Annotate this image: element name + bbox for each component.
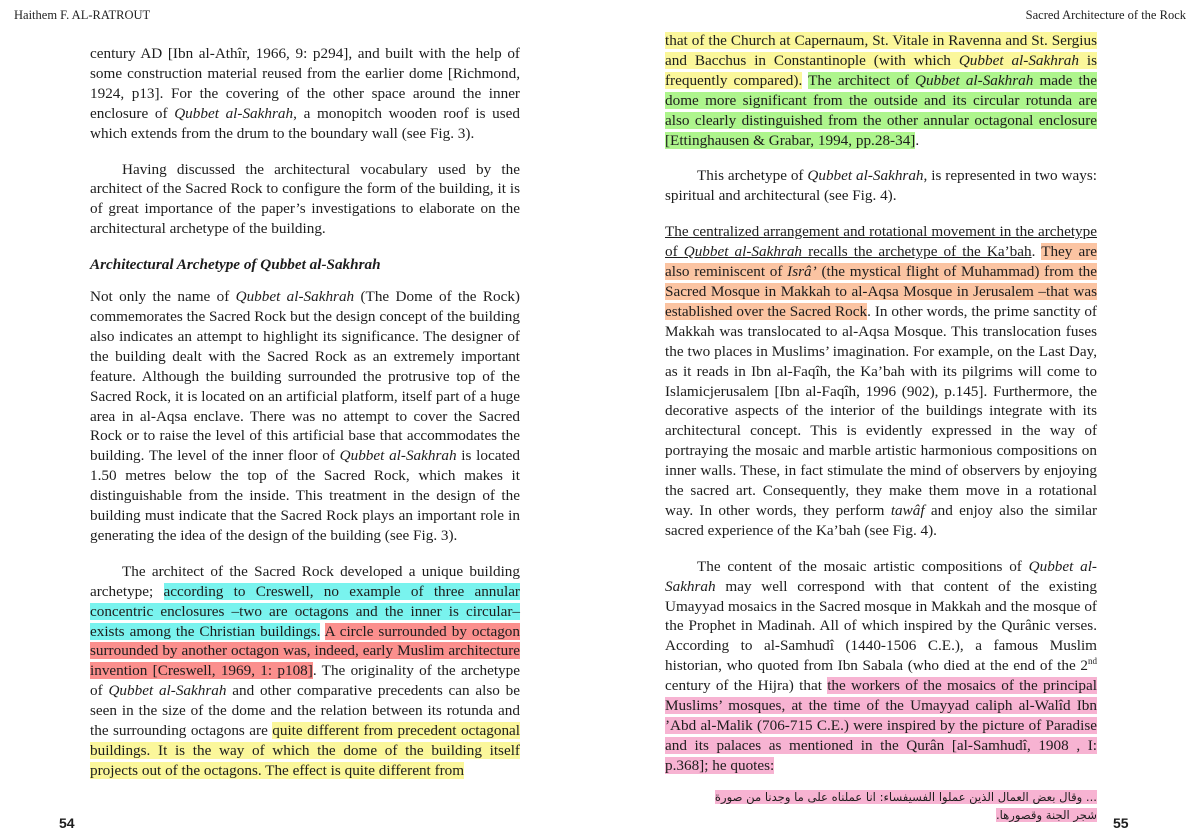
underlined-sentence: The centralized arrangement and rotational movement in the archetype of Qubbet al-Sakhrah recalls the archetype of the Ka’bah: [665, 223, 1097, 261]
paragraph-3: The centralized arrangement and rotational movement in the archetype of Qubbet al-Sakhrah recalls the archetype of the Ka’bah. They are also reminiscent of Isrâ’ (the mystical flight of Muhammad) from the Sacred Mosque in Makkah to al-Aqsa Mosque in Jerusalem –that was established over the Sacred Rock. In other words, the prime sanctity of Makkah was translocated to al-Aqsa Mosque. This translocation fuses the two places in Muslims’ imagination. For example, on the Last Day, as it reads in Ibn al-Faqîh, the Ka’bah with its pilgrims will come to Islamicjerusalem [Ibn al-Faqîh, 1996 (902), p.145]. Furthermore, the decorative aspects of the interior of the buildings integrate with its architectural concept. This is evidently expressed in the way of portraying the mosaic and marble artistic harmonious compositions on inner walls. These, in fact stimulate the mind of observers by enjoying the sacred art. Consequently, they make them move in a rotational way. In other words, they perform tawâf and enjoy also the similar sacred experience of the Ka’bah (see Fig. 4).: [665, 223, 1098, 539]
paragraph-1: that of the Church at Capernaum, St. Vitale in Ravenna and St. Sergius and Bacchus in Constantinople (with which Qubbet al-Sakhrah is frequently compared). The architect of Qubbet al-Sakhrah made the dome more significant from the outside and its circular rotunda are also clearly distinguished from the other annular octagonal enclosure [Ettinghausen & Grabar, 1994, pp.28-34].: [665, 32, 1098, 149]
arabic-quote: [665, 788, 1097, 824]
page-number-left: 54: [59, 815, 75, 831]
highlight-cyan: according to Creswell, no example of three annular concentric enclosures –two are octagons and the inner is circular–exists among the Christian buildings.: [90, 582, 520, 640]
page-number-right: 55: [1113, 815, 1129, 831]
highlight-pink: the workers of the mosaics of the principal Muslims’ mosques, at the time of the Umayyad caliph al-Walîd Ibn ’Abd al-Malik (706-715 C.E.) were inspired by the picture of Paradise and its palaces as mentioned in the Qurân [al-Samhudî, 1908 , I: p.368]; he quotes:: [665, 677, 1097, 774]
paragraph-4: The architect of the Sacred Rock developed a unique building archetype; according to Creswell, no example of three annular concentric enclosures –two are octagons and the inner is circular–exists among the Christian buildings. A circle surrounded by octagon surrounded by another octagon was, indeed, early Muslim architecture invention [Creswell, 1969, 1: p108]. The originality of the archetype of Qubbet al-Sakhrah and other comparative precedents can also be seen in the size of the dome and the relation between its rotunda and the surrounding octagons are quite different from precedent octagonal buildings. It is the way of which the dome of the building itself projects out of the octagons. The effect is quite different from: [90, 562, 521, 779]
highlight-yellow: quite different from precedent octagonal buildings. It is the way of which the dome of the building itself projects out of the octagons. The effect is quite different from: [90, 722, 520, 779]
paragraph-3: Not only the name of Qubbet al-Sakhrah (The Dome of the Rock) commemorates the Sacred Rock but the design concept of the building also indicates an attempt to highlight its significance. The designer of the building dealt with the Sacred Rock as an extremely important feature. Although the building surrounded the protrusive top of the Sacred Rock, it is located on an artificial platform, itself part of a huge area in al-Aqsa enclave. There was no attempt to cover the Sacred Rock or to raise the level of this artificial base that accommodates the building. The level of the inner floor of Qubbet al-Sakhrah is located 1.50 metres below the top of the Sacred Rock, which makes it distinguishable from the inside. This treatment in the design of the building must indicate that the Sacred Rock plays an important role in generating the idea of the design of the building (see Fig. 3).: [90, 288, 521, 544]
left-page: [90, 44, 520, 797]
highlight-yellow: that of the Church at Capernaum, St. Vitale in Ravenna and St. Sergius and Bacchus in Constantinople (with which Qubbet al-Sakhrah is frequently compared).: [665, 32, 1097, 89]
paragraph-2: This archetype of Qubbet al-Sakhrah, is represented in two ways: spiritual and architectural (see Fig. 4).: [665, 167, 1097, 205]
right-page: [665, 31, 1097, 824]
running-header-left: Haithem F. AL-RATROUT: [14, 8, 151, 22]
paragraph-2: Having discussed the architectural vocabulary used by the architect of the Sacred Rock to configure the form of the building, it is of great importance of the paper’s investigations to elaborate on the architectural archetype of the building.: [90, 160, 520, 238]
paragraph-4: The content of the mosaic artistic compositions of Qubbet al-Sakhrah may well correspond with that content of the existing Umayyad mosaics in the Sacred mosque in Makkah and the mosque of the Prophet in Madinah. All of which inspired by the Qurânic verses. According to al-Samhudî (1440-1506 C.E.), a famous Muslim historian, who quoted from Ibn Sabala (who died at the end of the 2nd century of the Hijra) that the workers of the mosaics of the principal Muslims’ mosques, at the time of the Umayyad caliph al-Walîd Ibn ’Abd al-Malik (706-715 C.E.) were inspired by the picture of Paradise and its palaces as mentioned in the Qurân [al-Samhudî, 1908 , I: p.368]; he quotes:: [665, 557, 1097, 774]
highlight-orange: They are also reminiscent of Isrâ’ (the mystical flight of Muhammad) from the Sacred Mosque in Makkah to al-Aqsa Mosque in Jerusalem –that was established over the Sacred Rock: [665, 243, 1098, 320]
paragraph-1: century AD [Ibn al-Athîr, 1966, 9: p294], and built with the help of some construction material reused from the earlier dome [Richmond, 1924, p13]. For the covering of the other space around the inner enclosure of Qubbet al-Sakhrah, a monopitch wooden roof is used which extends from the drum to the boundary wall (see Fig. 3).: [90, 45, 521, 142]
highlight-red: A circle surrounded by octagon surrounded by another octagon was, indeed, early Muslim architecture invention [Creswell, 1969, 1: p108]: [90, 622, 520, 680]
running-header-right: Sacred Architecture of the Rock: [1025, 8, 1186, 22]
section-heading: Architectural Archetype of Qubbet al-Sakhrah: [90, 256, 381, 274]
highlight-green: The architect of Qubbet al-Sakhrah made the dome more significant from the outside and its circular rotunda are also clearly distinguished from the other annular octagonal enclosure [Ettinghausen & Grabar, 1994, pp.28-34]: [665, 71, 1098, 149]
arabic-quote-line-2: شجر الجنة وقصورها.: [995, 807, 1097, 822]
arabic-quote-line-1: ... وقال بعض العمال الذين عملوا الفسيفساء: انا عملناه على ما وجدنا من صورة: [714, 789, 1097, 804]
